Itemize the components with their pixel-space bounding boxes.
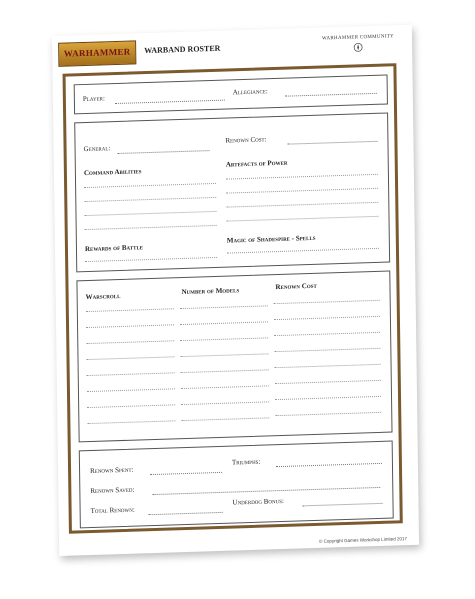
general-label: General: <box>83 144 111 154</box>
rewards-label: Rewards of Battle <box>84 243 144 254</box>
copyright-notice: © Copyright Games Workshop Limited 2017 <box>318 536 408 544</box>
artefacts-label: Artefacts of Power <box>225 158 288 169</box>
total-renown-field[interactable] <box>149 512 223 515</box>
warscroll-cell[interactable] <box>87 404 175 408</box>
models-cell[interactable] <box>180 305 268 309</box>
warscroll-box <box>76 270 392 442</box>
renown-cost-label: Renown Cost: <box>225 135 267 145</box>
command-ability-line[interactable] <box>85 225 217 230</box>
warscroll-cell[interactable] <box>87 372 175 376</box>
renown-box <box>79 441 394 529</box>
renown-saved-label: Renown Saved: <box>90 485 135 496</box>
models-cell[interactable] <box>181 385 269 389</box>
models-cell[interactable] <box>180 337 268 341</box>
warhammer-logo: WARHAMMER <box>58 40 136 66</box>
warscroll-cell[interactable] <box>86 324 174 328</box>
warscroll-cell[interactable] <box>87 388 175 392</box>
command-abilities-label: Command Abilities <box>83 167 142 178</box>
triumphs-field[interactable] <box>276 463 382 467</box>
community-emblem-icon <box>353 42 363 52</box>
general-field[interactable] <box>118 150 210 154</box>
general-renown-cost-field[interactable] <box>287 141 377 145</box>
allegiance-label: Allegiance: <box>232 87 268 97</box>
renown-cost-cell[interactable] <box>275 396 381 400</box>
renown-cost-cell[interactable] <box>275 364 381 368</box>
warhammer-community-logo <box>316 34 400 54</box>
renown-cost-cell[interactable] <box>274 348 380 352</box>
models-cell[interactable] <box>180 353 268 357</box>
renown-spent-field[interactable] <box>150 472 222 475</box>
artefact-line[interactable] <box>227 216 379 222</box>
command-ability-line[interactable] <box>84 211 216 216</box>
renown-cost-cell[interactable] <box>274 316 380 320</box>
renown-cost-cell[interactable] <box>275 412 381 416</box>
renown-cost-cell[interactable] <box>275 380 381 384</box>
player-box <box>74 74 388 114</box>
warscroll-cell[interactable] <box>86 308 174 312</box>
renown-cost-cell[interactable] <box>274 300 380 304</box>
command-ability-line[interactable] <box>84 183 216 188</box>
artefact-line[interactable] <box>226 188 378 194</box>
community-logo-text: WARHAMMER COMMUNITY <box>322 34 394 42</box>
underdog-bonus-label: Underdog Bonus: <box>232 496 285 507</box>
command-ability-line[interactable] <box>84 197 216 202</box>
roster-sheet <box>52 25 419 556</box>
renown-saved-field[interactable] <box>152 487 380 495</box>
warscroll-cell[interactable] <box>87 420 175 424</box>
magic-label: Magic of Shadespire - Spells <box>226 233 316 245</box>
player-field[interactable] <box>115 100 225 104</box>
renown-cost-column-header: Renown Cost <box>275 281 317 292</box>
allegiance-field[interactable] <box>285 93 377 97</box>
underdog-bonus-field[interactable] <box>303 503 383 507</box>
warscroll-column-header: Warscroll <box>85 291 121 302</box>
roster-frame <box>63 63 403 534</box>
player-label: Player: <box>82 94 105 104</box>
renown-cost-cell[interactable] <box>274 332 380 336</box>
number-of-models-column-header: Number of Models <box>181 286 240 297</box>
artefact-line[interactable] <box>226 174 378 180</box>
models-cell[interactable] <box>181 417 269 421</box>
reward-line[interactable] <box>85 257 217 262</box>
page-title: WARBAND ROSTER <box>144 43 221 56</box>
models-cell[interactable] <box>180 321 268 325</box>
total-renown-label: Total Renown: <box>90 505 135 516</box>
warscroll-cell[interactable] <box>87 356 175 360</box>
triumphs-label: Triumphs: <box>231 457 261 467</box>
spell-line[interactable] <box>227 248 379 254</box>
warscroll-cell[interactable] <box>86 340 174 344</box>
renown-spent-label: Renown Spent: <box>90 465 134 476</box>
general-box <box>74 112 390 272</box>
models-cell[interactable] <box>181 369 269 373</box>
artefact-line[interactable] <box>226 202 378 208</box>
models-cell[interactable] <box>181 401 269 405</box>
